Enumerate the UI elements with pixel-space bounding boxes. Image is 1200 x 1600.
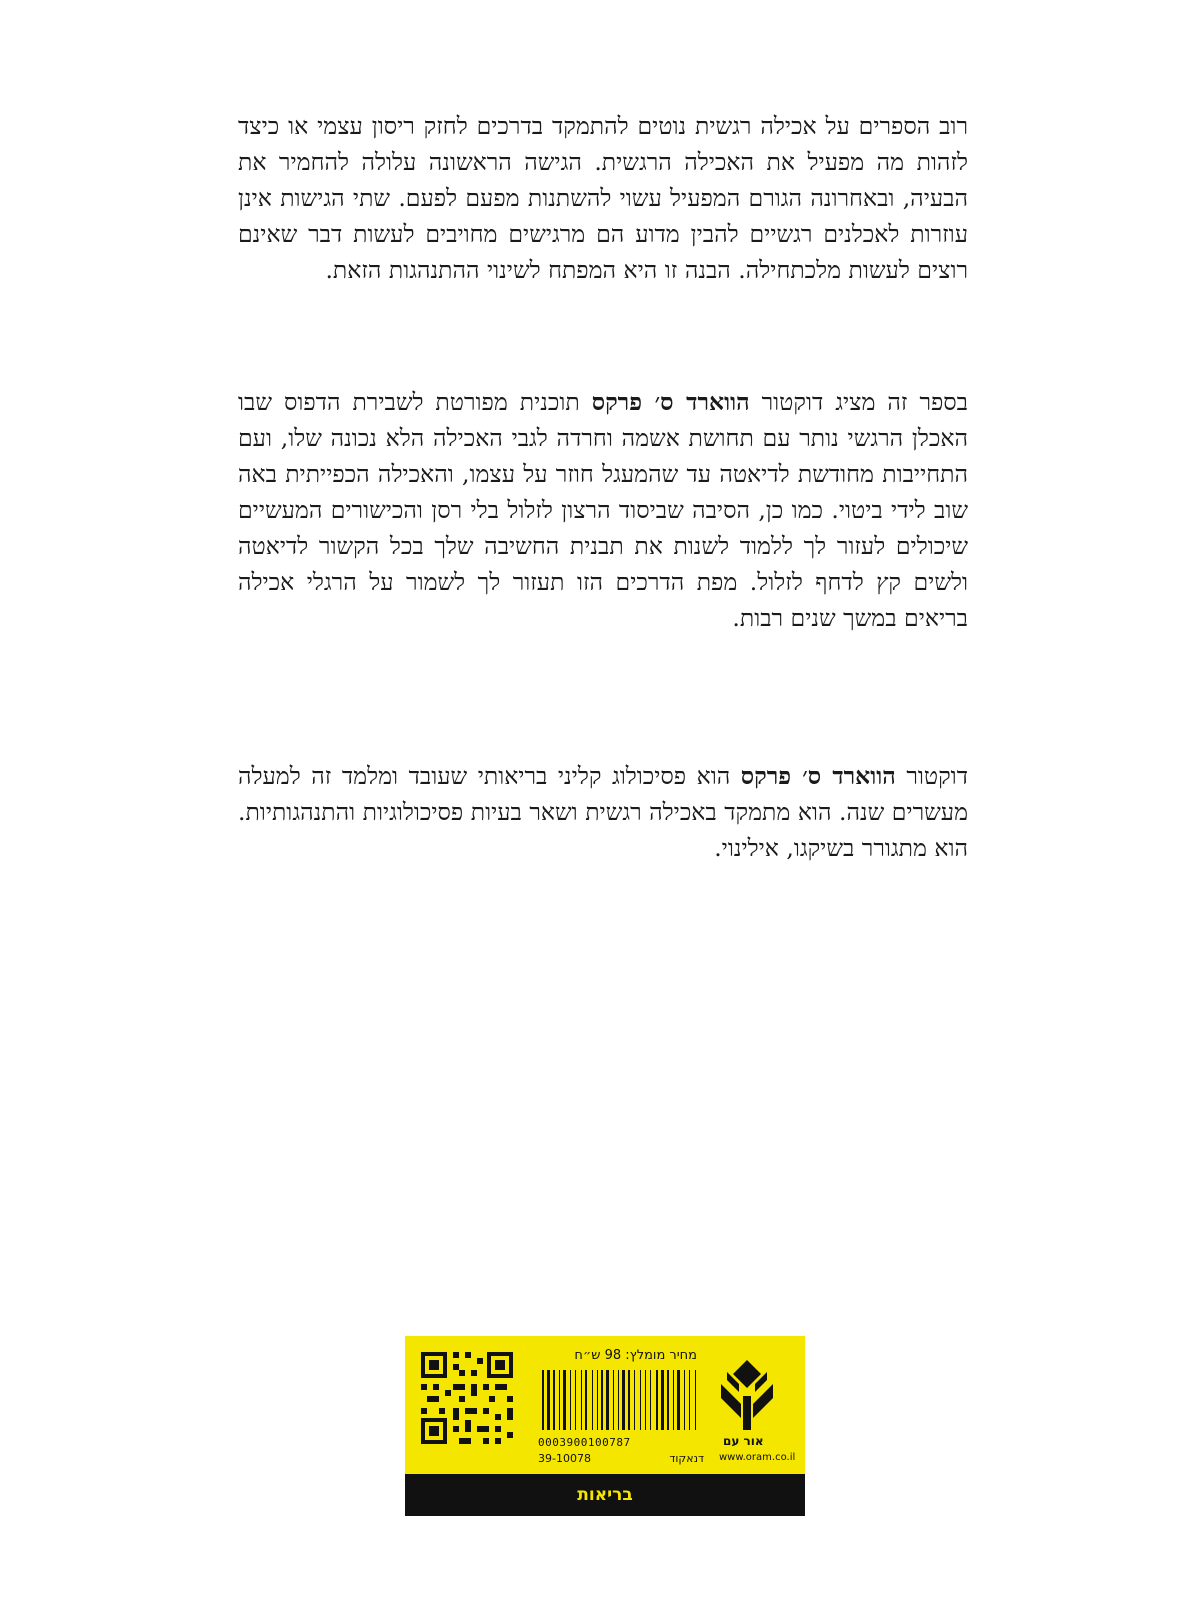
blurb-paragraph-1 (238, 108, 968, 288)
blurb-text-2-start: בספר זה מציג דוקטור (749, 388, 968, 416)
author-bio-text (238, 758, 968, 866)
label-yellow-panel (405, 1336, 805, 1474)
author-name-bio: הווארד ס׳ פרקס (740, 762, 896, 790)
blurb-text-2-rest: תוכנית מפורטת לשבירת הדפוס שבו האכלן הרגשי נותר עם תחושת אשמה וחרדה לגבי האכילה הלא נכונה שלו, ועם התחייבות מחודשת לדיאטה עד שהמעגל חוזר על עצמו, והאכילה הכפייתית באה שוב לידי ביטוי. כמו כן, הסיבה שביסוד הרצון לזלול בלי רסן והכישורים המעשיים שיכולים לעזור לך ללמוד לשנות את תבנית החשיבה שלך בכל הקשור לדיאטה ולשים קץ לדחף לזלול. מפת הדרכים הזו תעזור לך לשמור על הרגלי אכילה בריאים במשך שנים רבות. (238, 388, 968, 632)
author-bio-rest: הוא פסיכולוג קליני בריאותי שעובד ומלמד זה למעלה מעשרים שנה. הוא מתמקד באכילה רגשית ושאר בעיות פסיכולוגיות והתנהגותיות. הוא מתגורר בשיקגו, אילינוי. (238, 762, 968, 862)
recommended-price: מחיר מומלץ: 98 ש״ח (574, 1348, 697, 1363)
catalog-label: דנאקוד (669, 1452, 704, 1465)
back-cover-label (405, 1336, 805, 1516)
barcode-icon (540, 1370, 700, 1430)
publisher-website: www.oram.co.il (719, 1452, 796, 1463)
barcode-number: 0003900100787 (538, 1436, 631, 1449)
catalog-code: 39-10078 (538, 1452, 591, 1465)
blurb-text-1: רוב הספרים על אכילה רגשית נוטים להתמקד בדרכים לחזק ריסון עצמי או כיצד לזהות מה מפעיל את האכילה הרגשית. הגישה הראשונה עלולה להחמיר את הבעיה, ובאחרונה הגורם המפעיל עשוי להשתנות מפעם לפעם. שתי הגישות אינן עוזרות לאכלנים רגשיים להבין מדוע הם מרגישים מחויבים לעשות דבר שאינם רוצים לעשות מלכתחילה. הבנה זו היא המפתח לשינוי ההתנהגות הזאת. (238, 112, 968, 284)
publisher-name: אור עם (723, 1434, 764, 1448)
blurb-paragraph-2 (238, 384, 968, 636)
author-bio-start: דוקטור (895, 762, 968, 790)
category-label: בריאות (577, 1485, 633, 1505)
catalog-row (538, 1452, 704, 1465)
author-name: הווארד ס׳ פרקס (591, 388, 750, 416)
qr-code-icon (419, 1350, 515, 1446)
wheat-logo-icon (717, 1356, 777, 1432)
author-bio-paragraph (238, 758, 968, 866)
blurb-text-2 (238, 384, 968, 636)
